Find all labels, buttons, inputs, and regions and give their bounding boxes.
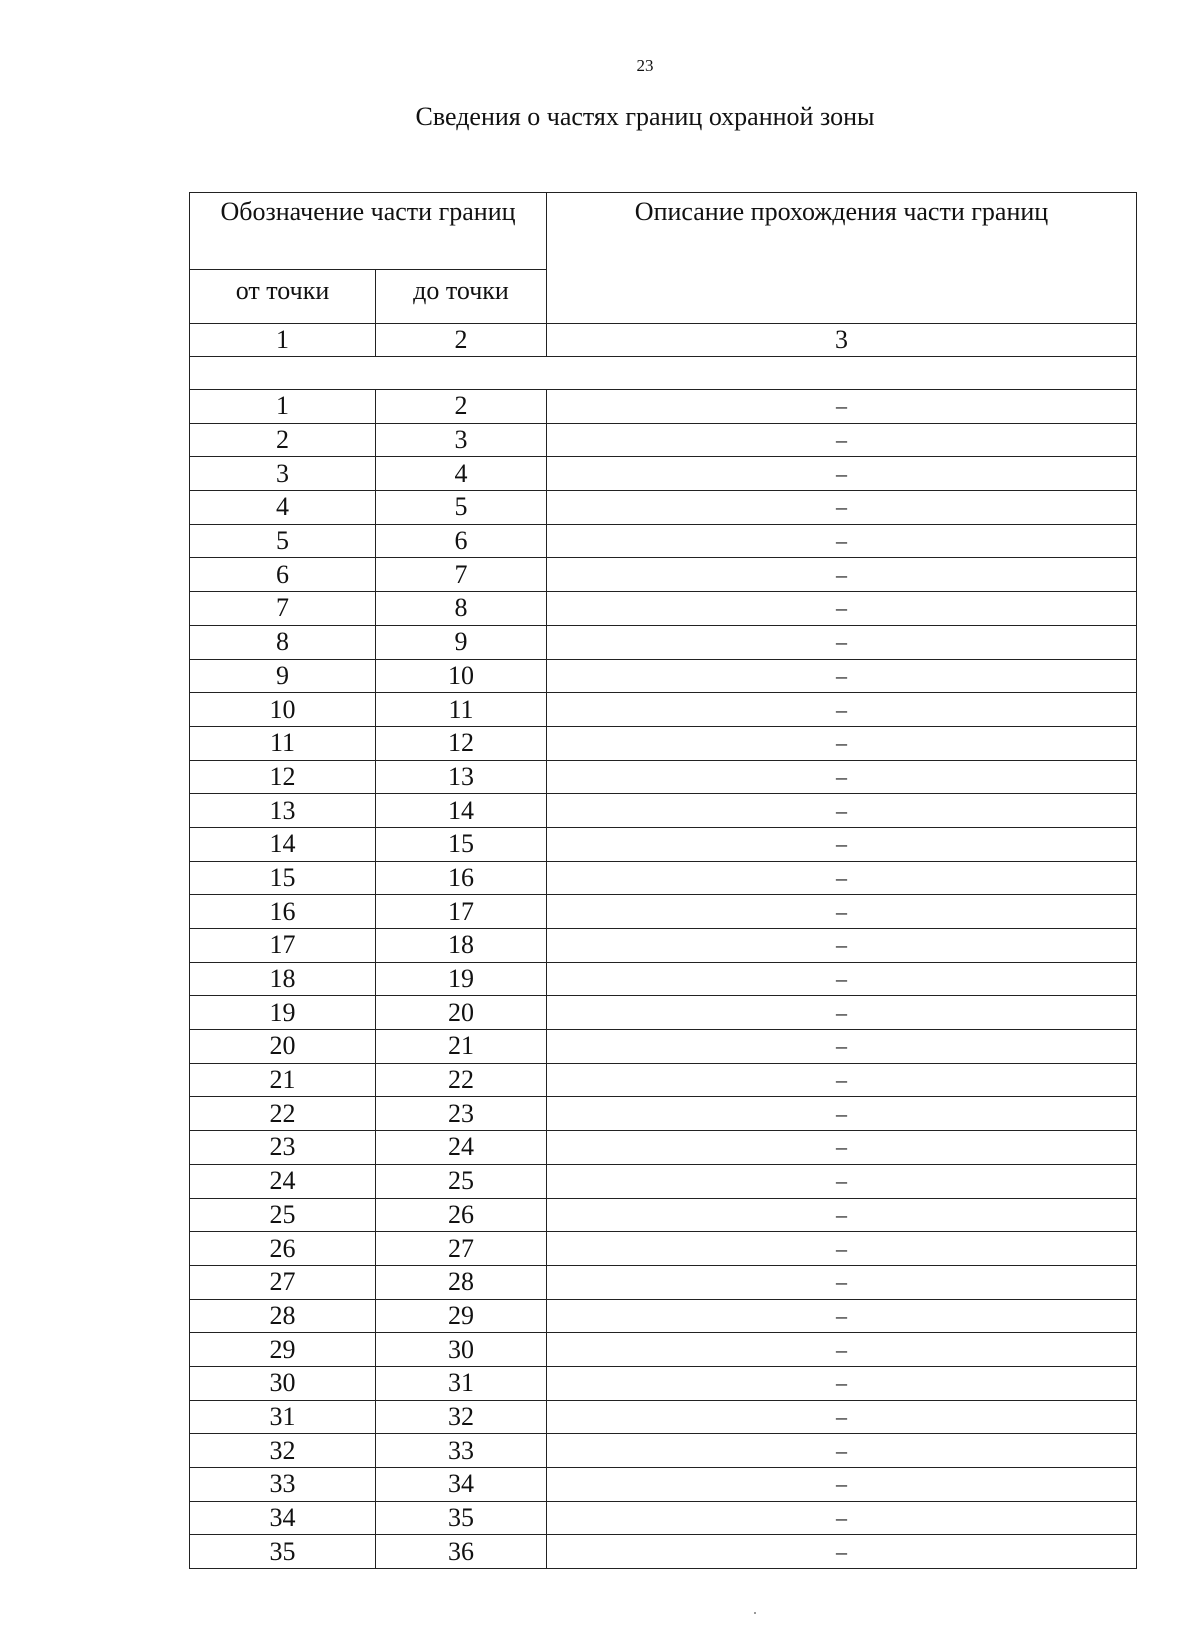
to-point-cell: 32 — [376, 1400, 547, 1434]
page-number: 23 — [636, 56, 654, 75]
to-point-cell: 3 — [376, 423, 547, 457]
table-row — [190, 1299, 1137, 1333]
from-point-cell: 6 — [190, 558, 376, 592]
description-cell: – — [547, 1131, 1137, 1165]
table-row — [190, 1400, 1137, 1434]
to-point-cell: 13 — [376, 760, 547, 794]
description-cell: – — [547, 929, 1137, 963]
table-row — [190, 390, 1137, 424]
boundary-parts-table — [189, 192, 1137, 1569]
table-row — [190, 625, 1137, 659]
description-cell: – — [547, 524, 1137, 558]
description-cell: – — [547, 861, 1137, 895]
blank-cell — [190, 357, 1137, 390]
column-number-row — [190, 324, 1137, 357]
description-cell: – — [547, 693, 1137, 727]
to-point-cell: 11 — [376, 693, 547, 727]
table-row — [190, 1535, 1137, 1569]
to-point-cell: 30 — [376, 1333, 547, 1367]
to-point-cell: 29 — [376, 1299, 547, 1333]
from-point-cell: 34 — [190, 1501, 376, 1535]
table-row — [190, 1164, 1137, 1198]
description-cell: – — [547, 1468, 1137, 1502]
to-point-cell: 26 — [376, 1198, 547, 1232]
to-point-cell: 22 — [376, 1063, 547, 1097]
description-cell: – — [547, 491, 1137, 525]
scan-speck — [754, 1612, 756, 1614]
from-point-cell: 21 — [190, 1063, 376, 1097]
from-point-cell: 13 — [190, 794, 376, 828]
table-row — [190, 1131, 1137, 1165]
to-point-cell: 35 — [376, 1501, 547, 1535]
to-point-cell: 16 — [376, 861, 547, 895]
table-row — [190, 524, 1137, 558]
table-row — [190, 558, 1137, 592]
from-point-cell: 24 — [190, 1164, 376, 1198]
description-cell: – — [547, 1501, 1137, 1535]
description-cell: – — [547, 592, 1137, 626]
from-point-cell: 2 — [190, 423, 376, 457]
to-point-cell: 15 — [376, 827, 547, 861]
description-cell: – — [547, 1366, 1137, 1400]
from-point-cell: 1 — [190, 390, 376, 424]
to-point-cell: 33 — [376, 1434, 547, 1468]
header-description: Описание прохождения части границ — [547, 193, 1137, 324]
table-row — [190, 895, 1137, 929]
table-row — [190, 1366, 1137, 1400]
description-cell: – — [547, 625, 1137, 659]
table-row — [190, 1232, 1137, 1266]
to-point-cell: 9 — [376, 625, 547, 659]
to-point-cell: 5 — [376, 491, 547, 525]
to-point-cell: 21 — [376, 1030, 547, 1064]
description-cell: – — [547, 457, 1137, 491]
from-point-cell: 28 — [190, 1299, 376, 1333]
to-point-cell: 27 — [376, 1232, 547, 1266]
from-point-cell: 8 — [190, 625, 376, 659]
from-point-cell: 14 — [190, 827, 376, 861]
description-cell: – — [547, 1299, 1137, 1333]
to-point-cell: 6 — [376, 524, 547, 558]
header-to-point: до точки — [376, 270, 547, 324]
table-row — [190, 1468, 1137, 1502]
description-cell: – — [547, 827, 1137, 861]
to-point-cell: 17 — [376, 895, 547, 929]
header-from-point: от точки — [190, 270, 376, 324]
description-cell: – — [547, 1333, 1137, 1367]
table-row — [190, 592, 1137, 626]
column-number: 2 — [376, 324, 547, 357]
to-point-cell: 19 — [376, 962, 547, 996]
description-cell: – — [547, 1400, 1137, 1434]
table-row — [190, 996, 1137, 1030]
table-body — [190, 324, 1137, 1569]
table-row — [190, 929, 1137, 963]
table-row — [190, 1265, 1137, 1299]
description-cell: – — [547, 1265, 1137, 1299]
to-point-cell: 24 — [376, 1131, 547, 1165]
to-point-cell: 28 — [376, 1265, 547, 1299]
description-cell: – — [547, 1535, 1137, 1569]
from-point-cell: 3 — [190, 457, 376, 491]
to-point-cell: 14 — [376, 794, 547, 828]
description-cell: – — [547, 1097, 1137, 1131]
from-point-cell: 33 — [190, 1468, 376, 1502]
document-title: Сведения о частях границ охранной зоны — [415, 102, 875, 131]
table-row — [190, 659, 1137, 693]
to-point-cell: 7 — [376, 558, 547, 592]
to-point-cell: 20 — [376, 996, 547, 1030]
table-row — [190, 726, 1137, 760]
description-cell: – — [547, 1164, 1137, 1198]
to-point-cell: 34 — [376, 1468, 547, 1502]
to-point-cell: 36 — [376, 1535, 547, 1569]
from-point-cell: 35 — [190, 1535, 376, 1569]
description-cell: – — [547, 423, 1137, 457]
column-number: 1 — [190, 324, 376, 357]
table-row — [190, 1333, 1137, 1367]
description-cell: – — [547, 794, 1137, 828]
table-row — [190, 1198, 1137, 1232]
description-cell: – — [547, 726, 1137, 760]
from-point-cell: 23 — [190, 1131, 376, 1165]
table-row — [190, 1063, 1137, 1097]
to-point-cell: 31 — [376, 1366, 547, 1400]
from-point-cell: 5 — [190, 524, 376, 558]
table-row — [190, 794, 1137, 828]
table-row — [190, 1097, 1137, 1131]
to-point-cell: 23 — [376, 1097, 547, 1131]
table-row — [190, 962, 1137, 996]
description-cell: – — [547, 760, 1137, 794]
to-point-cell: 2 — [376, 390, 547, 424]
from-point-cell: 29 — [190, 1333, 376, 1367]
header-boundary-designation: Обозначение части границ — [190, 193, 547, 270]
column-number: 3 — [547, 324, 1137, 357]
table-row — [190, 1030, 1137, 1064]
to-point-cell: 4 — [376, 457, 547, 491]
table-row — [190, 827, 1137, 861]
description-cell: – — [547, 1232, 1137, 1266]
from-point-cell: 4 — [190, 491, 376, 525]
from-point-cell: 12 — [190, 760, 376, 794]
description-cell: – — [547, 558, 1137, 592]
table-row — [190, 491, 1137, 525]
from-point-cell: 31 — [190, 1400, 376, 1434]
table-row — [190, 1434, 1137, 1468]
from-point-cell: 32 — [190, 1434, 376, 1468]
from-point-cell: 9 — [190, 659, 376, 693]
from-point-cell: 22 — [190, 1097, 376, 1131]
description-cell: – — [547, 390, 1137, 424]
from-point-cell: 7 — [190, 592, 376, 626]
table-row — [190, 693, 1137, 727]
table-row — [190, 1501, 1137, 1535]
description-cell: – — [547, 996, 1137, 1030]
from-point-cell: 30 — [190, 1366, 376, 1400]
from-point-cell: 20 — [190, 1030, 376, 1064]
description-cell: – — [547, 659, 1137, 693]
to-point-cell: 25 — [376, 1164, 547, 1198]
description-cell: – — [547, 1063, 1137, 1097]
from-point-cell: 15 — [190, 861, 376, 895]
from-point-cell: 17 — [190, 929, 376, 963]
from-point-cell: 19 — [190, 996, 376, 1030]
table-row — [190, 861, 1137, 895]
table-header — [190, 193, 1137, 324]
from-point-cell: 10 — [190, 693, 376, 727]
description-cell: – — [547, 1030, 1137, 1064]
description-cell: – — [547, 1434, 1137, 1468]
from-point-cell: 11 — [190, 726, 376, 760]
to-point-cell: 10 — [376, 659, 547, 693]
table-row — [190, 423, 1137, 457]
to-point-cell: 18 — [376, 929, 547, 963]
blank-row — [190, 357, 1137, 390]
description-cell: – — [547, 962, 1137, 996]
table-row — [190, 760, 1137, 794]
description-cell: – — [547, 1198, 1137, 1232]
from-point-cell: 18 — [190, 962, 376, 996]
table-row — [190, 457, 1137, 491]
from-point-cell: 16 — [190, 895, 376, 929]
from-point-cell: 26 — [190, 1232, 376, 1266]
from-point-cell: 27 — [190, 1265, 376, 1299]
to-point-cell: 8 — [376, 592, 547, 626]
from-point-cell: 25 — [190, 1198, 376, 1232]
to-point-cell: 12 — [376, 726, 547, 760]
description-cell: – — [547, 895, 1137, 929]
